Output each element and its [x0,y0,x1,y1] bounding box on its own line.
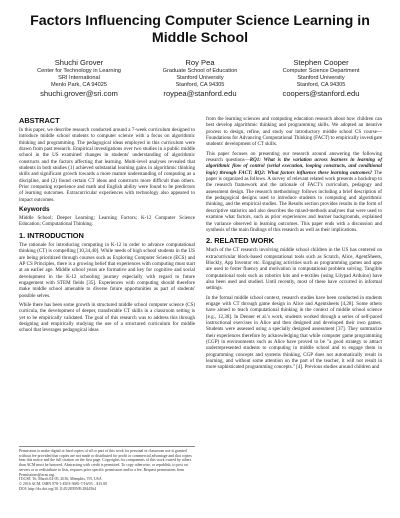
keywords-text: Middle School; Deeper Learning; Learning Factors; K-12 Computer Science Education; Computational Thinking. [19,215,195,228]
author-affiliation: Computer Science Department [282,68,360,74]
rq-intro: This paper focuses on presenting our research around answering the following research questions— [206,150,382,164]
author-affiliation: Center for Technology in Learning [37,68,121,74]
author-cooper [262,58,380,99]
related-work-paragraph: In the formal middle school context, research studies have been conducted in students engage with CT through game design in Alice and Agentsheets [4,28]. Some others have aimed to teach computational thinking in the context of middle school science [e.g., 12,38]. In Denner et al.'s work, students worked through a series of self-paced instructional exercises in Alice and then designed and developed their own games. Students were assessed using a specially designed assessment [37]. They summarize their experiences therefore by acknowledging that while computer game programming (CGP) in environments such as Alice have proved to be "a good strategy to attract underrepresented students to computing in middle school and to engage them in programming concepts and systems thinking, CGP does not automatically result in learning, and without some attention on the part of the teacher, it will not result in more sophisticated programming concepts." [4]. Previous studies around children and [206,294,382,371]
research-questions: RQ1: What is the variation across learners in learning of algorithmic flow of control (serial execution, looping constructs, and conditional logic) through FACT; RQ2: What factors influence these learning outcomes? [206,157,382,176]
doi-line: DOI: http://dx.doi.org/10.1145/2839509.2844564 [19,486,97,491]
author-name: Roy Pea [185,58,215,67]
copyright-footnote [19,446,195,491]
keywords-heading: Keywords [19,206,50,214]
author-affiliation: Stanford University [297,75,345,81]
body-paragraph: from the learning sciences and computing education research about how children can best develop algorithmic thinking and programming skills. We adopted an iterative process to design, refine, and study our introductory middle school CS course—Foundations for Advancing Computational Thinking (FACT) to empirically investigate students' development of CT skills. [206,116,382,148]
introduction-paragraph: While there has been some growth in structured middle school computer science (CS) curricula, the development of deeper, transferable CT skills in a classroom setting is yet to be empirically validated. The goal of this research was to address this through designing and empirically studying the use of a structured curriculum for middle school that leverages pedagogical ideas [19,301,195,334]
author-affiliation: Graduate School of Education [162,68,238,74]
author-affiliation: SRI International [58,75,100,81]
permission-notice: Permission to make digital or hard copies of all or part of this work for personal or classroom use is granted without fee provided that copies are not made or distributed for profit or commercial advantage and that copies bear this notice and the full citation on the first page. Copyrights for components of this work owned by others than ACM must be honored. Abstracting with credit is permitted. To copy otherwise, or republish, to post on servers or to redistribute to lists, requires prior specific permission and/or a fee. Request permissions from Permissions@acm.org. [19,449,192,477]
author-address: Stanford, CA 94305 [296,82,346,88]
abstract-text: In this paper, we describe research conducted around a 7-week curriculum designed to introduce middle school students to computer science with a focus on algorithmic thinking and programming. The pedagogical ideas employed in this curriculum were drawn from past research. Empirical investigations over two studies in a public middle school in the US examined changes in students' understanding of algorithmic constructs and the factors affecting that learning. Multi-level analyses revealed that students in both studies (1) achieved substantial learning gains in algorithmic thinking skills and significant growth towards a more mature understanding of computing as a discipline, and (2) found certain CT ideas and constructs more difficult than others. Prior computing experience and math and English ability were found to be predictors of learning outcomes. Extracurricular experiences with technology also appeared to impact outcomes. [19,127,195,203]
left-column [19,116,195,337]
author-name: Shuchi Grover [54,58,104,67]
copyright-line: © 2016 ACM. ISBN 978-1-4503-3685-7/16/03 .. $15.00 [19,481,108,486]
paper-title: Factors Influencing Computer Science Learning in Middle School [30,13,370,46]
author-block [20,58,380,99]
author-grover [20,58,138,99]
author-email: shuchi.grover@sri.com [40,89,118,98]
author-name: Stephen Cooper [293,58,349,67]
related-work-paragraph: Much of the CT research involving middle school children in the US has centered on extracurricular block-based computational tools such as Scratch, Alice, AgentSheets, Blockly, App Inventor etc. Engaging activities such as programming games and apps are used to foster fluency and motivation in computational problem solving. Tangible computational tools such as robotics kits and e-textiles (using Lilypad Arduino) have also been used and studied. Until recently, most of these have occurred in informal settings. [206,247,382,292]
author-address: Stanford, CA 94305 [175,82,225,88]
introduction-heading: 1. INTRODUCTION [19,230,84,240]
author-address: Menlo Park, CA 94025 [51,82,107,88]
author-pea [141,58,259,99]
introduction-paragraph: The rationale for introducing computing in K-12 in order to advance computational thinking (CT) is compelling [10,34,40]. While needs of high school students in the US are being prioritized through courses such as Exploring Computer Science (ECS) and AP CS Principles, there is a growing belief that experiences with computing must start at an earlier age. Middle school years are formative and key for cognitive and social development in the K-12 schooling journey especially with regard to future engagement with STEM fields [35]. Experiences with computing should therefore make middle school amenable to diverse future opportunities as part of students' possible selves. [19,241,195,299]
author-affiliation: Stanford University [176,75,224,81]
author-email: roypea@stanford.edu [163,89,237,98]
abstract-heading: ABSTRACT [19,116,60,125]
conference-info: ITiCSE '16, March 02-05, 2016, Memphis, TN, USA [19,477,102,482]
paper-organization: The paper is organized as follows. A survey of relevant related work presents a backdrop to the research framework and the rationale of FACT's curriculum, pedagogy and assessment design. The research methodology follows including a brief description of the pedagogical designs used to introduce students to computing and algorithmic thinking, and the empirical studies. The Results section provides results in the form of descriptive statistics and also describes the mixed-methods analyses that were used to examine what factors, such as prior experiences and learner backgrounds, explained the variance observed in learning outcomes. This paper ends with a discussion and synthesis of the main findings of this research as well as their implications. [206,169,382,233]
right-column [206,116,382,374]
research-questions-paragraph [206,151,382,233]
author-email: coopers@stanford.edu [282,89,360,98]
related-work-heading: 2. RELATED WORK [206,236,275,246]
